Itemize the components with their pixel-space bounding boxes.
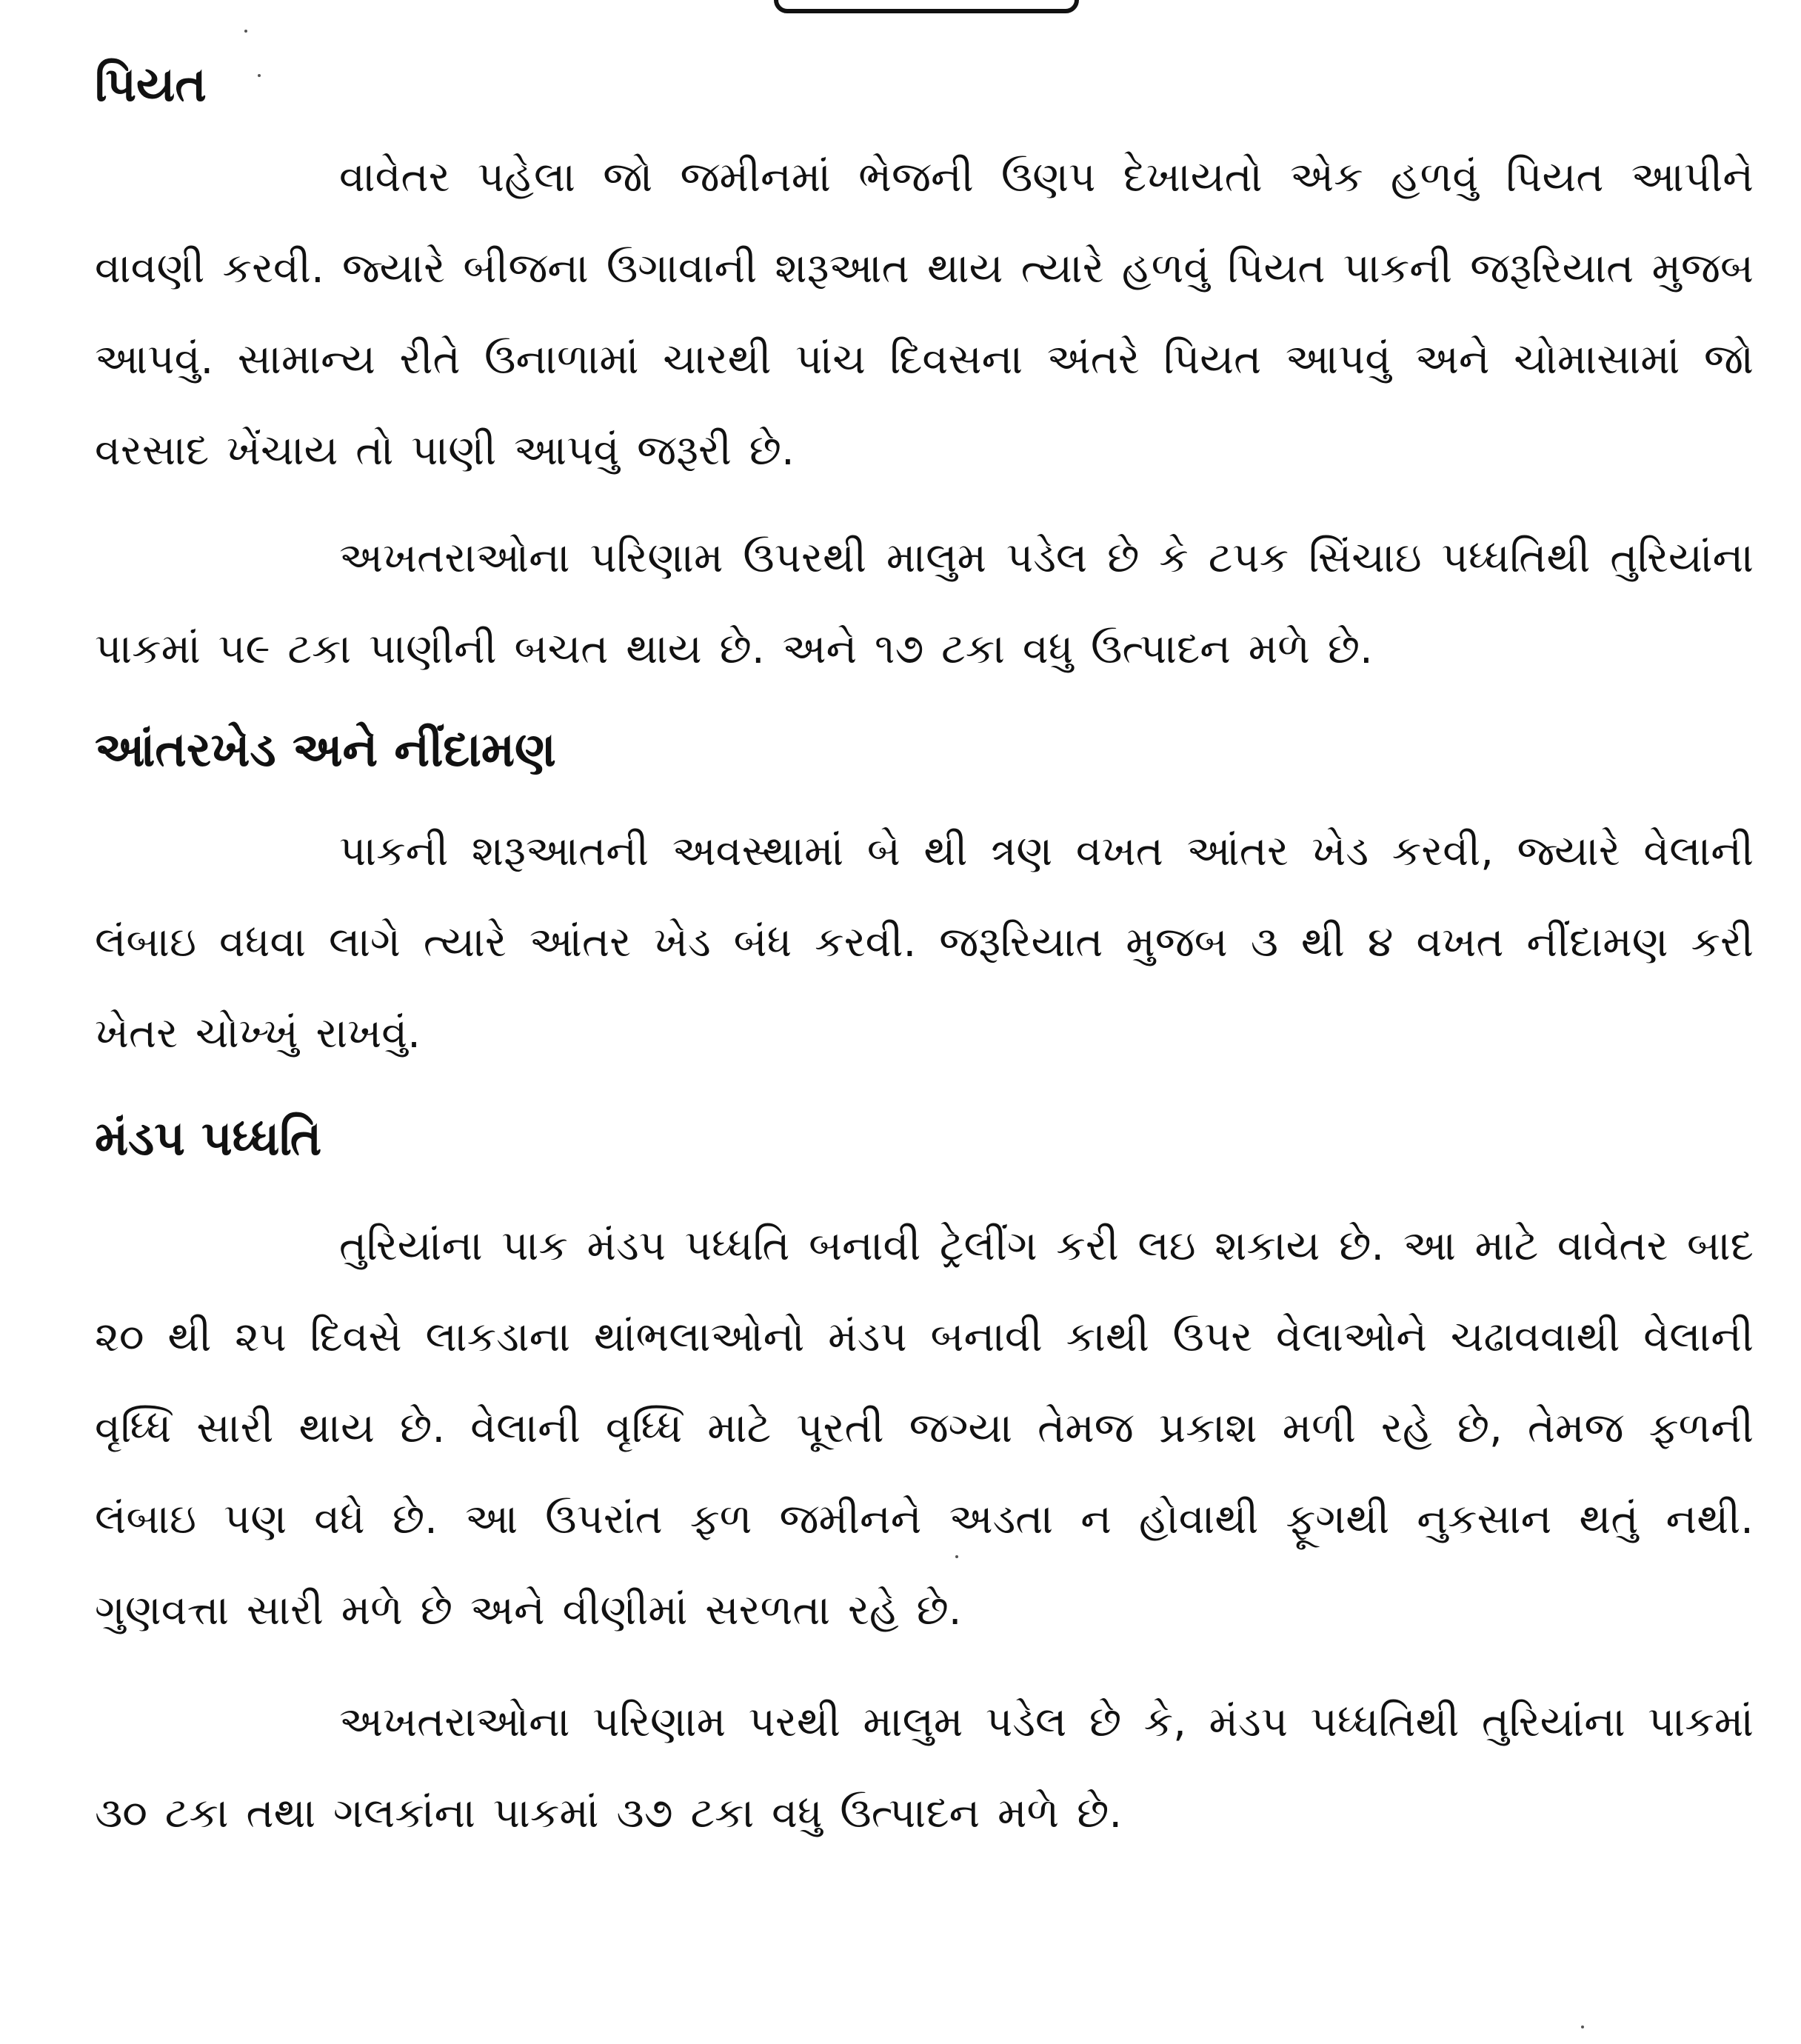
page-top-tab-decoration [774, 0, 1079, 13]
scan-speck [244, 30, 247, 33]
paragraph-drip-irrigation-results: અખતરાઓના પરિણામ ઉપરથી માલુમ પડેલ છે કે ટપક સિંચાઇ પધ્ધતિથી તુરિયાંના પાકમાં ૫૯ ટકા પાણીની બચત થાય છે. અને ૧૭ ટકા વધુ ઉત્પાદન મળે છે. [95, 534, 1754, 673]
section-interculture-weeding [95, 717, 1754, 1079]
section-irrigation [95, 52, 1754, 695]
section-heading-interculture-weeding: આંતરખેડ અને નીંદામણ [95, 723, 556, 778]
paragraph-pandal-method-results: અખતરાઓના પરિણામ પરથી માલુમ પડેલ છે કે, મંડપ પધ્ધતિથી તુરિયાંના પાકમાં ૩૦ ટકા તથા ગલકાંના પાકમાં ૩૭ ટકા વધુ ઉત્પાદન મળે છે. [95, 1698, 1754, 1837]
paragraph-interculture-weeding: પાકની શરૂઆતની અવસ્થામાં બે થી ત્રણ વખત આંતર ખેડ કરવી, જ્યારે વેલાની લંબાઇ વધવા લાગે ત્યારે આંતર ખેડ બંધ કરવી. જરૂરિયાત મુજબ ૩ થી ૪ વખત નીંદામણ કરી ખેતર ચોખ્ખું રાખવું. [95, 827, 1754, 1058]
section-pandal-method [95, 1106, 1754, 1859]
section-heading-irrigation: પિયત [95, 58, 207, 113]
paragraph-pandal-method-details: તુરિયાંના પાક મંડપ પધ્ધતિ બનાવી ટ્રેલીંગ કરી લઇ શકાય છે. આ માટે વાવેતર બાદ ૨૦ થી ૨૫ દિવસે લાકડાના થાંભલાઓનો મંડપ બનાવી કાથી ઉપર વેલાઓને ચઢાવવાથી વેલાની વૃધ્ધિ સારી થાય છે. વેલાની વૃધ્ધિ માટે પૂરતી જગ્યા તેમજ પ્રકાશ મળી રહે છે, તેમજ ફળની લંબાઇ પણ વધે છે. આ ઉપરાંત ફળ જમીનને અડતા ન હોવાથી ફૂગથી નુકસાન થતું નથી. ગુણવત્તા સારી મળે છે અને વીણીમાં સરળતા રહે છે. [95, 1222, 1754, 1634]
scan-speck [1581, 2025, 1584, 2028]
section-heading-pandal-method: મંડપ પધ્ધતિ [95, 1112, 322, 1166]
paragraph-irrigation-schedule: વાવેતર પહેલા જો જમીનમાં ભેજની ઉણપ દેખાયતો એક હળવું પિયત આપીને વાવણી કરવી. જ્યારે બીજના ઉગાવાની શરૂઆત થાય ત્યારે હળવું પિયત પાકની જરૂરિયાત મુજબ આપવું. સામાન્ય રીતે ઉનાળામાં ચારથી પાંચ દિવસના અંતરે પિયત આપવું અને ચોમાસામાં જો વરસાદ ખેંચાય તો પાણી આપવું જરૂરી છે. [95, 153, 1754, 475]
document-page [95, 52, 1754, 1859]
